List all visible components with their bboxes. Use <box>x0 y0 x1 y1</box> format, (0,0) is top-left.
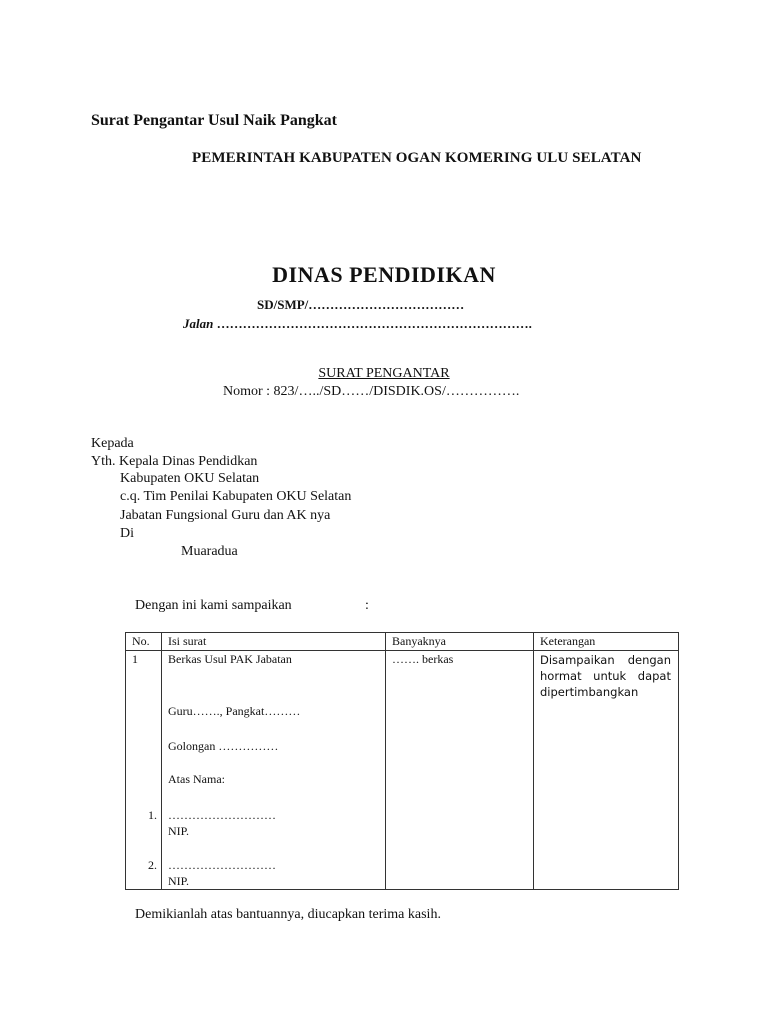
isi-line-1: Berkas Usul PAK Jabatan <box>168 652 292 666</box>
cell-no <box>126 651 162 890</box>
person-2-name: ……………………… <box>168 858 276 872</box>
recipient-city: Muaradua <box>181 544 238 559</box>
document-title: Surat Pengantar Usul Naik Pangkat <box>91 112 337 129</box>
person-1-number: 1. <box>148 808 157 822</box>
person-2-nip: NIP. <box>168 874 190 888</box>
government-heading: PEMERINTAH KABUPATEN OGAN KOMERING ULU SELATAN <box>192 150 642 166</box>
cell-isi-surat <box>162 651 386 890</box>
street-value: ………………………………………………………………. <box>213 316 532 331</box>
table-header-row <box>126 633 679 651</box>
header-banyaknya: Banyaknya <box>386 633 534 651</box>
banyaknya-value: ……. berkas <box>392 652 454 666</box>
letter-title: SURAT PENGANTAR <box>318 366 450 381</box>
street-label: Jalan <box>183 316 214 331</box>
isi-line-4: Atas Nama: <box>168 772 225 786</box>
street-line <box>183 316 532 332</box>
person-1-name: ……………………… <box>168 808 276 822</box>
header-keterangan: Keterangan <box>534 633 679 651</box>
recipient-line-5: Di <box>120 526 134 541</box>
intro-text <box>135 598 369 614</box>
closing-text: Demikianlah atas bantuannya, diucapkan terima kasih. <box>135 907 441 922</box>
office-heading: DINAS PENDIDIKAN <box>272 262 496 287</box>
header-no: No. <box>126 633 162 651</box>
isi-line-3: Golongan …………… <box>168 739 279 753</box>
recipient-line-4: Jabatan Fungsional Guru dan AK nya <box>120 508 331 523</box>
isi-line-2: Guru……., Pangkat……… <box>168 704 301 718</box>
recipient-kepada: Kepada <box>91 436 134 451</box>
cell-keterangan <box>534 651 679 890</box>
recipient-line-2: Kabupaten OKU Selatan <box>120 471 260 486</box>
letter-number: Nomor : 823/…../SD……/DISDIK.OS/……………. <box>223 384 520 399</box>
recipient-line-3: c.q. Tim Penilai Kabupaten OKU Selatan <box>120 489 352 504</box>
person-1-nip: NIP. <box>168 824 190 838</box>
cell-banyaknya <box>386 651 534 890</box>
school-line: SD/SMP/……………………………… <box>257 297 465 312</box>
recipient-line-1: Yth. Kepala Dinas Pendidkan <box>91 454 258 469</box>
intro-colon: : <box>365 598 369 613</box>
intro-sentence: Dengan ini kami sampaikan <box>135 598 292 613</box>
table-row <box>126 651 679 890</box>
items-table <box>125 632 679 890</box>
keterangan-text: Disampaikan dengan hormat untuk dapat dipertimbangkan <box>540 653 671 699</box>
row-number: 1 <box>132 652 138 666</box>
header-isi-surat: Isi surat <box>162 633 386 651</box>
person-2-number: 2. <box>148 858 157 872</box>
